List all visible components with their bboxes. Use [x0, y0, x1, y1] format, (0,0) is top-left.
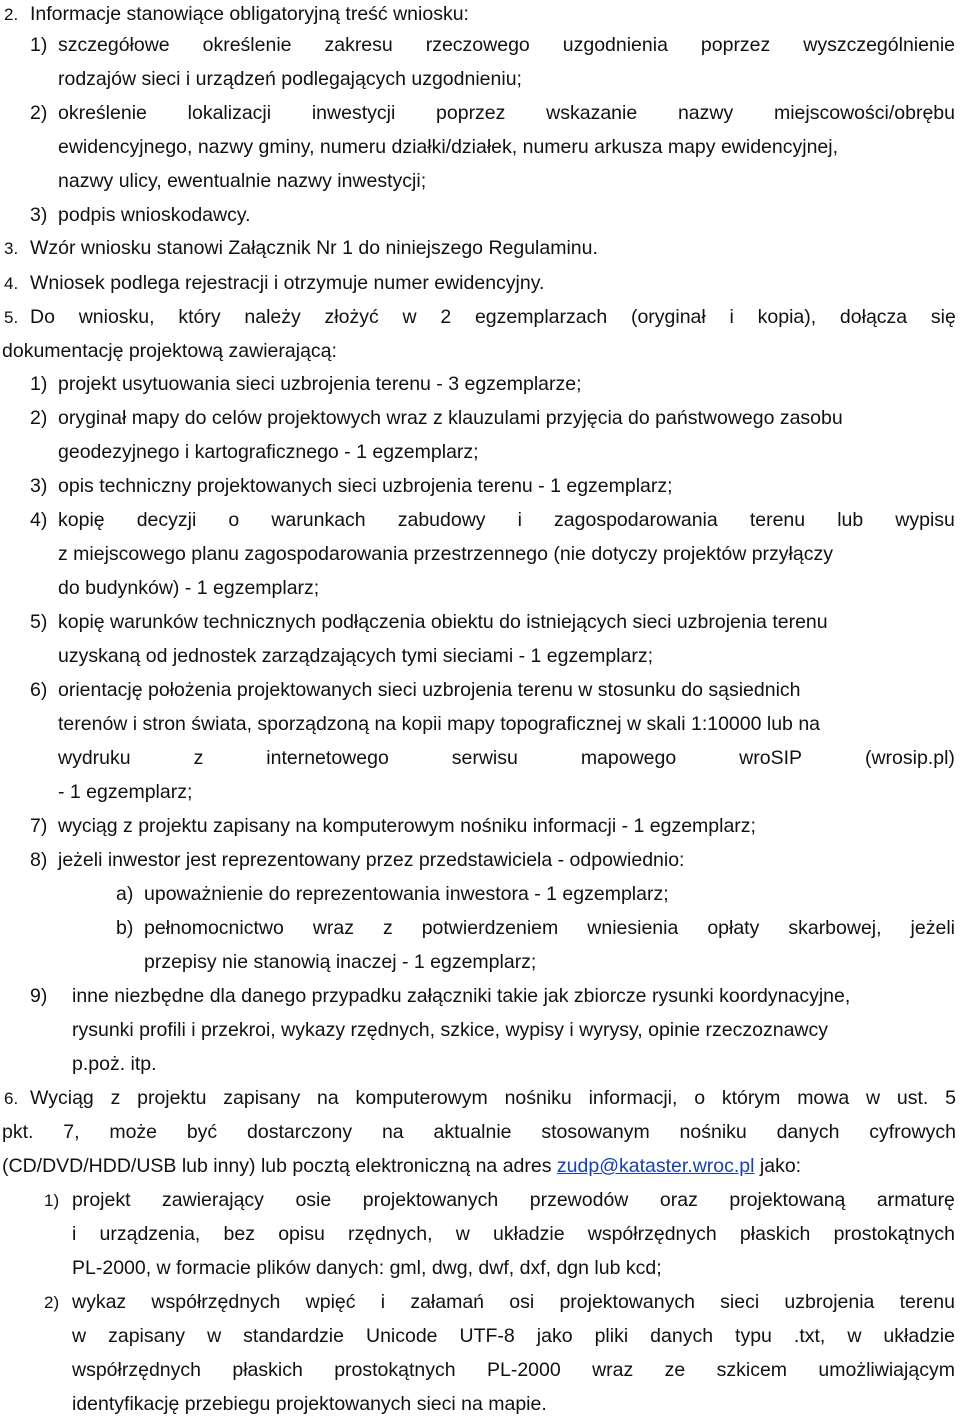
list-item-line: określenie lokalizacji inwestycji poprzez wskazanie nazwy miejscowości/obrębu: [58, 102, 955, 124]
list-item-line: kopię decyzji o warunkach zabudowy i zagospodarowania terenu lub wypisu: [58, 509, 955, 531]
list-item-line: z miejscowego planu zagospodarowania przestrzennego (nie dotyczy projektów przyłączy: [58, 543, 833, 565]
list-item-line: rodzajów sieci i urządzeń podlegających uzgodnieniu;: [58, 68, 522, 90]
section-number: 3.: [4, 239, 19, 258]
list-number: 5): [30, 611, 48, 633]
section-number: 5.: [4, 308, 19, 327]
list-number: 3): [30, 204, 48, 226]
section-text: dokumentację projektową zawierającą:: [2, 340, 337, 362]
sublist-item-line: pełnomocnictwo wraz z potwierdzeniem wniesienia opłaty skarbowej, jeżeli: [144, 917, 955, 939]
list-item-line: oryginał mapy do celów projektowych wraz z klauzulami przyjęcia do państwowego zasobu: [58, 407, 843, 429]
list-item-line: uzyskaną od jednostek zarządzających tymi sieciami - 1 egzemplarz;: [58, 645, 654, 667]
list-item-line: wydruku z internetowego serwisu mapowego wroSIP (wrosip.pl): [58, 747, 955, 769]
section-text: pkt. 7, może być dostarczony na aktualnie stosowanym nośniku danych cyfrowych: [2, 1121, 956, 1143]
list-item-line: projekt zawierający osie projektowanych przewodów oraz projektowaną armaturę: [72, 1189, 955, 1211]
list-item-line: PL-2000, w formacie plików danych: gml, dwg, dwf, dxf, dgn lub kcd;: [72, 1257, 662, 1279]
section-text: Wzór wniosku stanowi Załącznik Nr 1 do niniejszego Regulaminu.: [30, 237, 598, 259]
sublist-item-line: upoważnienie do reprezentowania inwestora - 1 egzemplarz;: [144, 883, 669, 905]
list-item-line: do budynków) - 1 egzemplarz;: [58, 577, 320, 599]
list-item-line: i urządzenia, bez opisu rzędnych, w układzie współrzędnych płaskich prostokątnych: [72, 1223, 955, 1245]
section-text: Do wniosku, który należy złożyć w 2 egzemplarzach (oryginał i kopia), dołącza się: [30, 306, 956, 328]
list-number: 7): [30, 815, 48, 837]
list-item-line: szczegółowe określenie zakresu rzeczowego uzgodnienia poprzez wyszczególnienie: [58, 34, 955, 56]
section-text: Wniosek podlega rejestracji i otrzymuje numer ewidencyjny.: [30, 272, 545, 294]
list-item-line: rysunki profili i przekroi, wykazy rzędnych, szkice, wypisy i wyrysy, opinie rzeczoznawcy: [72, 1019, 829, 1041]
list-item-line: - 1 egzemplarz;: [58, 781, 193, 803]
section-number: 4.: [4, 274, 19, 293]
list-item-line: nazwy ulicy, ewentualnie nazwy inwestycji;: [58, 170, 427, 192]
list-item-line: jeżeli inwestor jest reprezentowany przez przedstawiciela - odpowiednio:: [58, 849, 685, 871]
list-item-line: orientację położenia projektowanych sieci uzbrojenia terenu w stosunku do sąsiednich: [58, 679, 801, 701]
list-number: 2): [44, 1293, 60, 1312]
list-number: 1): [44, 1191, 60, 1210]
list-item-line: współrzędnych płaskich prostokątnych PL-2000 wraz ze szkicem umożliwiającym: [72, 1359, 955, 1381]
sublist-item-line: przepisy nie stanowią inaczej - 1 egzemplarz;: [144, 951, 537, 973]
list-item-line: podpis wnioskodawcy.: [58, 204, 251, 226]
sublist-letter: a): [116, 883, 134, 905]
list-item-line: inne niezbędne dla danego przypadku załączniki takie jak zbiorcze rysunki koordynacyjne,: [72, 985, 851, 1007]
list-number: 3): [30, 475, 48, 497]
list-item-line: kopię warunków technicznych podłączenia obiektu do istniejących sieci uzbrojenia terenu: [58, 611, 828, 633]
list-item-line: projekt usytuowania sieci uzbrojenia terenu - 3 egzemplarze;: [58, 373, 582, 395]
list-number: 4): [30, 509, 48, 531]
list-number: 2): [30, 407, 48, 429]
list-number: 9): [30, 985, 48, 1007]
list-number: 1): [30, 34, 48, 56]
list-item-line: w zapisany w standardzie Unicode UTF-8 jako pliki danych typu .txt, w układzie: [72, 1325, 955, 1347]
list-number: 1): [30, 373, 48, 395]
list-item-line: geodezyjnego i kartograficznego - 1 egzemplarz;: [58, 441, 479, 463]
section-text: Informacje stanowiące obligatoryjną treść wniosku:: [30, 3, 469, 25]
section-number: 6.: [4, 1089, 19, 1108]
section-number: 2.: [4, 5, 19, 24]
list-item-line: terenów i stron świata, sporządzoną na kopii mapy topograficznej w skali 1:10000 lub na: [58, 713, 821, 735]
list-number: 8): [30, 849, 48, 871]
list-number: 6): [30, 679, 48, 701]
list-item-line: wyciąg z projektu zapisany na komputerowym nośniku informacji - 1 egzemplarz;: [58, 815, 756, 837]
email-link[interactable]: zudp@kataster.wroc.pl: [556, 1155, 755, 1177]
list-item-line: p.poż. itp.: [72, 1053, 157, 1075]
list-item-line: wykaz współrzędnych wpięć i załamań osi projektowanych sieci uzbrojenia terenu: [72, 1291, 955, 1313]
list-number: 2): [30, 102, 48, 124]
list-item-line: identyfikację przebiegu projektowanych sieci na mapie.: [72, 1393, 547, 1415]
section-text: Wyciąg z projektu zapisany na komputerowym nośniku informacji, o którym mowa w ust. 5: [30, 1087, 956, 1109]
list-item-line: opis techniczny projektowanych sieci uzbrojenia terenu - 1 egzemplarz;: [58, 475, 673, 497]
section-text: (CD/DVD/HDD/USB lub inny) lub pocztą elektroniczną na adres zudp@kataster.wroc.pl jako:: [2, 1155, 802, 1177]
sublist-letter: b): [116, 917, 134, 939]
list-item-line: ewidencyjnego, nazwy gminy, numeru działki/działek, numeru arkusza mapy ewidencyjnej,: [58, 136, 839, 158]
